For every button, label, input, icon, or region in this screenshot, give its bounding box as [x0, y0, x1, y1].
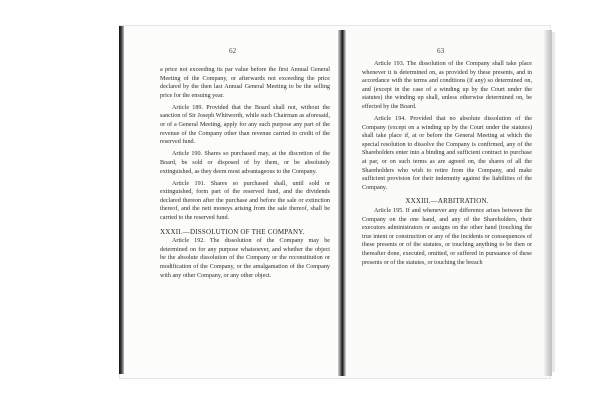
right-page-edge-shadow	[552, 32, 555, 372]
right-paragraph: Article 193. The dissolution of the Company shall take place whenever it is determined on, as provided by these presents, and in accordance with the terms and conditions (if any) so determined on, and (except in the case of a winding up by the Court under the statutes) the winding up shall, unless otherwise determined on, be effected by the Board.	[362, 61, 532, 110]
right-page-number: 63	[437, 47, 445, 55]
left-page-edge	[119, 26, 124, 374]
left-paragraph: Article 189. Provided that the Board shall not, without the sanction of Sir Joseph Whitworth, while such Chairman as aforesaid, or of a General Meeting, apply for any such purpose any part of the revenue of the Company other than revenue carried to credit of the reserved fund.	[160, 104, 330, 146]
right-paragraph: Article 195. If and whenever any difference arises between the Company on the one hand, and any of the Shareholders, their executors administrators or assigns on the other hand (touching the true intent or construction or any of the incidents or consequences of these presents or of the statutes, or touching anything to be then or thereafter done, executed, omitted, or suffered in pursuance of these presents or of the statutes, or touching the breach	[362, 208, 532, 266]
left-paragraph: a price not exceeding its par value before the first Annual General Meeting of the Company, or afterwards not exceeding the price declared by the then last Annual General Meeting to be the selling price for the ensuing year.	[160, 67, 330, 99]
right-page-edge	[544, 30, 552, 376]
right-paragraph: Article 194. Provided that no absolute dissolution of the Company (except on a winding up by the Court under the statutes) shall take place if, at or before the General Meeting at which the special resolution to dissolve the Company is confirmed, any of the Shareholders enter into a binding and sufficient contract to purchase at par, or on such terms as are agreed on, the shares of all the Shareholders who wish to retire from the Company, and make sufficient provision for their indemnity against the liabilities of the Company.	[362, 116, 532, 191]
right-page-text	[362, 60, 532, 271]
book-gutter	[338, 30, 346, 376]
left-page-number: 62	[229, 47, 237, 55]
left-page-text	[160, 66, 330, 284]
left-paragraph: Article 192. The dissolution of the Company may be determined on for any purpose whatsoever, and whether the object be the absolute dissolution of the Company or the reconstitution or modification of the Company, or the amalgamation of the Company with any other Company, or any other object.	[160, 238, 330, 279]
left-paragraph: Article 190. Shares so purchased may, at the discretion of the Board, be sold or disposed of by them, or be absolutely extinguished, as they deem most advantageous to the Company.	[160, 151, 330, 175]
section-heading: XXXII.—DISSOLUTION OF THE COMPANY.	[160, 227, 305, 236]
left-paragraph: Article 191. Shares so purchased shall, until sold or extinguished, form part of the reserved fund, and the dividends declared thereon after the purchase and before the sale or extinction thereof, and the nett moneys arising from the sale thereof, shall be carried to the reserved fund.	[160, 180, 330, 221]
section-heading: XXXIII.—ARBITRATION.	[405, 197, 489, 206]
